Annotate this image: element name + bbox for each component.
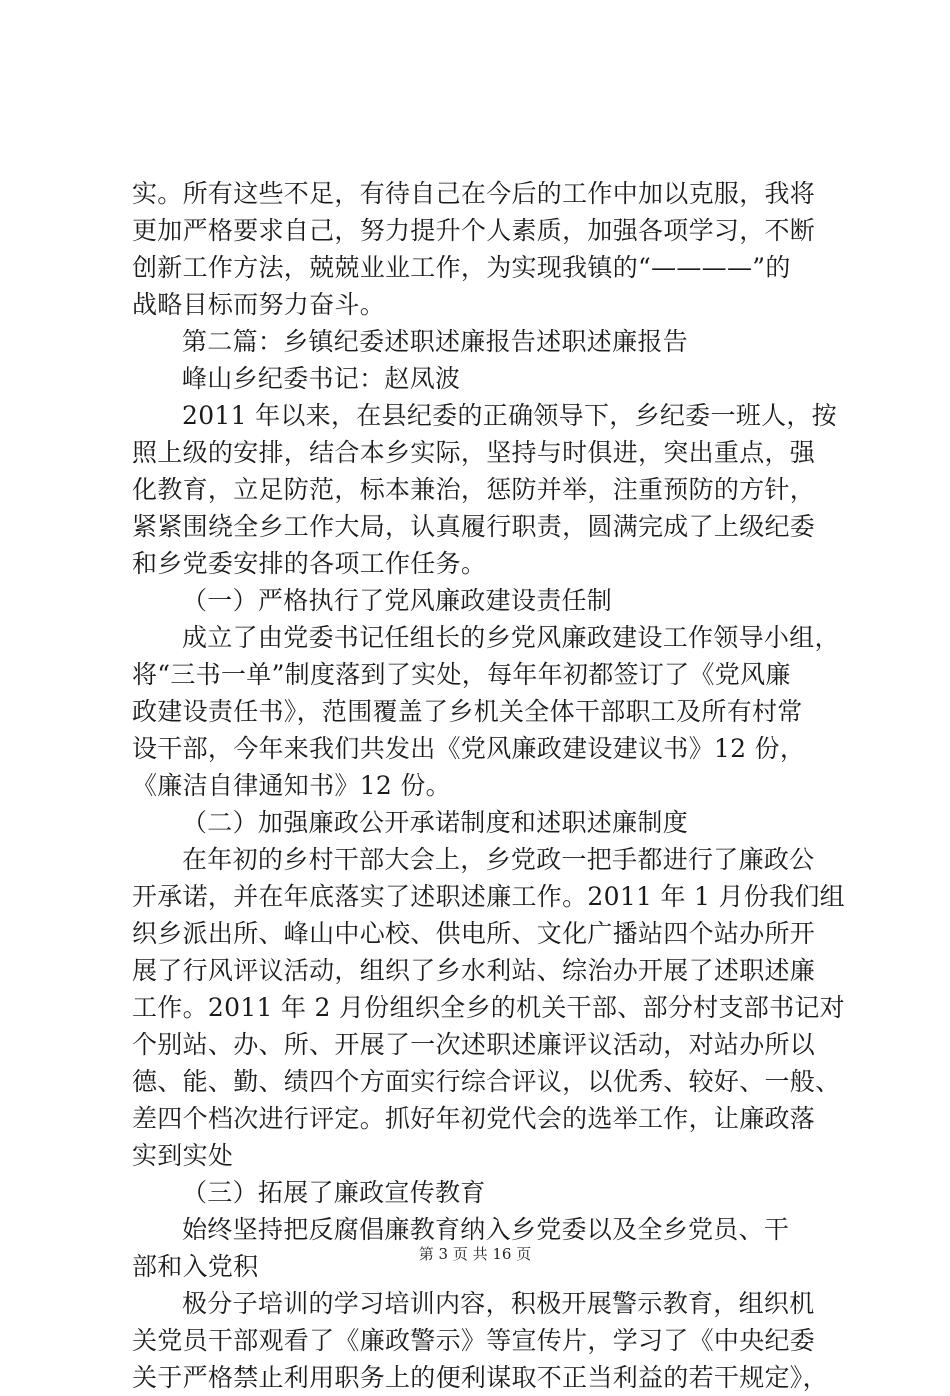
text-line: 政建设责任书》，范围覆盖了乡机关全体干部职工及所有村常 — [132, 697, 803, 726]
text-line: 更加严格要求自己，努力提升个人素质，加强各项学习，不断 — [132, 216, 816, 245]
text-line: 开承诺，并在年底落实了述职述廉工作。2011 年 1 月份我们组 — [132, 882, 845, 911]
text-line: 关于严格禁止利用职务上的便利谋取不正当利益的若干规定》， — [132, 1363, 828, 1392]
paragraph-start: 成立了由党委书记任组长的乡党风廉政建设工作领导小组， — [182, 623, 840, 652]
paragraph-start: 始终坚持把反腐倡廉教育纳入乡党委以及全乡党员、干 — [182, 1215, 790, 1244]
text-line: 紧紧围绕全乡工作大局，认真履行职责，圆满完成了上级纪委 — [132, 512, 816, 541]
text-line: 德、能、勤、绩四个方面实行综合评议，以优秀、较好、一般、 — [132, 1067, 841, 1096]
text-line: 《廉洁自律通知书》12 份。 — [132, 771, 451, 800]
text-line: 部和入党积 — [132, 1252, 259, 1281]
subheading: （一）严格执行了党风廉政建设责任制 — [182, 586, 613, 615]
section-title: 第二篇：乡镇纪委述职述廉报告述职述廉报告 — [182, 327, 689, 356]
page-number: 第 3 页 共 16 页 — [418, 1245, 532, 1263]
text-line: 实。所有这些不足，有待自己在今后的工作中加以克服，我将 — [132, 179, 816, 208]
paragraph-start: 在年初的乡村干部大会上，乡党政一把手都进行了廉政公 — [182, 845, 815, 874]
text-line: 关党员干部观看了《廉政警示》等宣传片，学习了《中央纪委 — [132, 1326, 816, 1355]
text-line: 工作。2011 年 2 月份组织全乡的机关干部、部分村支部书记对 — [132, 993, 845, 1022]
text-line: 和乡党委安排的各项工作任务。 — [132, 549, 487, 578]
text-line: 将“三书一单”制度落到了实处，每年年初都签订了《党风廉 — [132, 660, 791, 689]
subheading: （二）加强廉政公开承诺制度和述职述廉制度 — [182, 808, 689, 837]
text-line: 个别站、办、所、开展了一次述职述廉评议活动，对站办所以 — [132, 1030, 816, 1059]
subheading: （三）拓展了廉政宣传教育 — [182, 1178, 486, 1207]
text-line: 设干部，今年来我们共发出《党风廉政建设建议书》12 份， — [132, 734, 806, 763]
text-line: 展了行风评议活动，组织了乡水利站、综治办开展了述职述廉 — [132, 956, 816, 985]
text-line: 创新工作方法，兢兢业业工作，为实现我镇的“————”的 — [132, 253, 791, 282]
text-line: 战略目标而努力奋斗。 — [132, 290, 386, 319]
document-body — [132, 175, 845, 1396]
text-line: 织乡派出所、峰山中心校、供电所、文化广播站四个站办所开 — [132, 919, 816, 948]
text-line: 化教育，立足防范，标本兼治，惩防并举，注重预防的方针， — [132, 475, 816, 504]
text-line: 照上级的安排，结合本乡实际，坚持与时俱进，突出重点，强 — [132, 438, 816, 467]
paragraph-start: 极分子培训的学习培训内容，积极开展警示教育，组织机 — [182, 1289, 815, 1318]
paragraph-start: 2011 年以来，在县纪委的正确领导下，乡纪委一班人，按 — [182, 401, 837, 430]
author-line: 峰山乡纪委书记：赵凤波 — [182, 364, 461, 393]
text-line: 实到实处 — [132, 1141, 234, 1170]
text-line: 差四个档次进行评定。抓好年初党代会的选举工作，让廉政落 — [132, 1104, 816, 1133]
